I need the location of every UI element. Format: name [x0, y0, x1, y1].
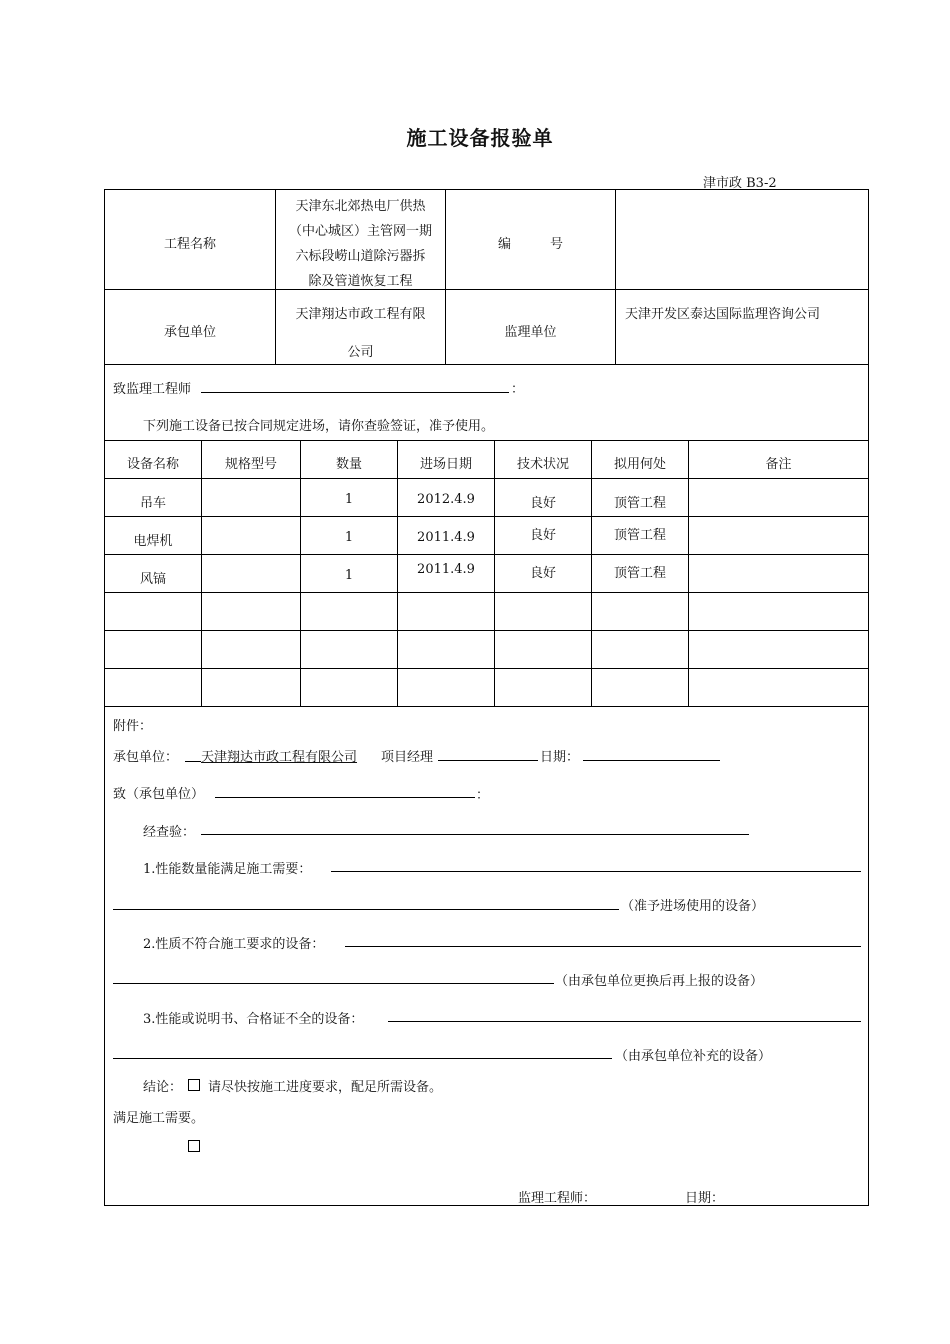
table-cell: 2012.4.9	[417, 492, 475, 507]
table-cell: 顶管工程	[613, 528, 666, 543]
divider	[105, 592, 868, 593]
date-line[interactable]	[583, 760, 720, 761]
table-cell: 2011.4.9	[417, 562, 475, 577]
attachment-label: 附件：	[113, 719, 153, 734]
item2-note: （由承包单位更换后再上报的设备）	[555, 974, 764, 989]
conclusion-option-1: 请尽快按施工进度要求，配足所需设备。	[208, 1080, 443, 1095]
divider	[105, 289, 868, 290]
contractor-value-line1: 天津翔达市政工程有限	[295, 307, 426, 322]
column-header: 拟用何处	[613, 457, 666, 472]
date-label: 日期：	[540, 750, 580, 765]
column-header: 数量	[335, 457, 362, 472]
to-contractor-label: 致（承包单位）	[113, 787, 205, 802]
footer-contractor-value: 天津翔达市政工程有限公司	[201, 750, 358, 765]
contractor-label: 承包单位	[163, 325, 216, 340]
project-manager-line[interactable]	[438, 760, 538, 761]
engineer-label: 监理工程师：	[518, 1191, 597, 1206]
column-header: 备注	[765, 457, 792, 472]
item1-label: 1.性能数量能满足施工需要：	[143, 862, 312, 877]
engineer-date-label: 日期：	[685, 1191, 725, 1206]
letter-body: 下列施工设备已按合同规定进场，请你查验签证，准予使用。	[143, 419, 495, 434]
column-header: 设备名称	[126, 457, 179, 472]
supervisor-label: 监理单位	[504, 325, 557, 340]
to-contractor-colon: ：	[476, 788, 490, 803]
table-cell: 1	[344, 492, 354, 507]
column-header: 技术状况	[516, 457, 569, 472]
project-manager-label: 项目经理	[381, 750, 434, 765]
item2-line2[interactable]	[113, 983, 554, 984]
number-label: 编 号	[497, 237, 563, 252]
divider	[105, 630, 868, 631]
to-engineer-label: 致监理工程师	[113, 382, 192, 397]
divider	[688, 440, 689, 706]
table-cell: 吊车	[139, 496, 166, 511]
table-cell: 电焊机	[133, 534, 173, 549]
divider	[615, 190, 616, 364]
table-cell: 顶管工程	[613, 566, 666, 581]
underline	[185, 761, 201, 762]
contractor-value-line2: 公司	[347, 345, 374, 360]
form-frame	[104, 189, 869, 1206]
divider	[201, 440, 202, 706]
divider	[105, 364, 868, 365]
conclusion-checkbox-2[interactable]	[188, 1140, 200, 1152]
divider	[105, 516, 868, 517]
checked-label: 经查验：	[143, 825, 196, 840]
form-code: 津市政 B3-2	[703, 176, 777, 191]
divider	[105, 706, 868, 707]
page-title: 施工设备报验单	[406, 126, 554, 150]
table-cell: 2011.4.9	[417, 530, 475, 545]
column-header: 规格型号	[224, 457, 277, 472]
to-contractor-line[interactable]	[215, 797, 475, 798]
table-cell: 良好	[529, 528, 556, 543]
conclusion-label: 结论：	[143, 1080, 183, 1095]
table-cell: 良好	[529, 496, 556, 511]
item2-label: 2.性质不符合施工要求的设备：	[143, 937, 325, 952]
column-header: 进场日期	[419, 457, 472, 472]
item3-line2[interactable]	[113, 1058, 612, 1059]
table-cell: 顶管工程	[613, 496, 666, 511]
project-name-value: 天津东北郊热电厂供热 （中心城区）主管网一期 六标段崂山道除污器拆 除及管道恢复工程	[288, 199, 432, 289]
item1-line2[interactable]	[113, 909, 619, 910]
divider	[105, 478, 868, 479]
footer-contractor-label: 承包单位：	[113, 750, 179, 765]
item1-line[interactable]	[331, 871, 861, 872]
to-engineer-colon: ：	[511, 382, 525, 397]
conclusion-option-2: 满足施工需要。	[113, 1111, 205, 1126]
conclusion-checkbox-1[interactable]	[188, 1079, 200, 1091]
divider	[105, 554, 868, 555]
item2-line[interactable]	[345, 946, 861, 947]
table-cell: 风镐	[139, 572, 166, 587]
item1-note: （准予进场使用的设备）	[621, 899, 765, 914]
supervisor-value: 天津开发区泰达国际监理咨询公司	[625, 307, 821, 322]
item3-note: （由承包单位补充的设备）	[615, 1049, 772, 1064]
engineer-name-line[interactable]	[201, 392, 509, 393]
checked-line[interactable]	[201, 834, 749, 835]
table-cell: 1	[344, 568, 354, 583]
item3-label: 3.性能或说明书、合格证不全的设备：	[143, 1012, 364, 1027]
table-cell: 1	[344, 530, 354, 545]
item3-line[interactable]	[388, 1021, 861, 1022]
table-cell: 良好	[529, 566, 556, 581]
project-name-label: 工程名称	[163, 237, 216, 252]
divider	[105, 440, 868, 441]
divider	[105, 668, 868, 669]
